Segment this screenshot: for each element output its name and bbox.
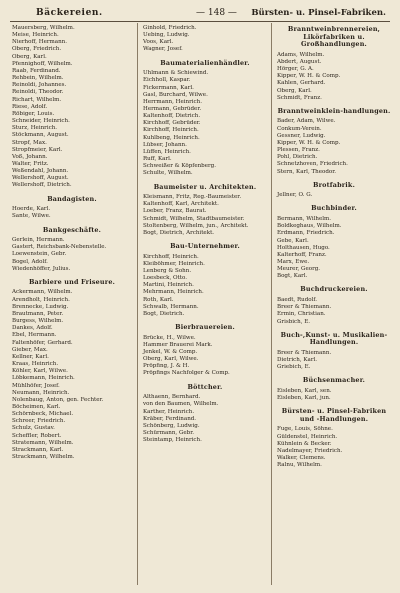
directory-entry: Schönberg, Ludwig.: [143, 422, 200, 429]
directory-entry: Arendholt, Heinrich.: [12, 296, 70, 303]
directory-entry: Kleiböhmer, Heinrich.: [143, 260, 205, 267]
directory-entry: Lenberg & Sohn.: [143, 268, 192, 274]
directory-entry: Oberg, Karl.: [12, 53, 47, 60]
directory-entry: Martini, Heinrich.: [143, 282, 194, 289]
directory-entry: Karther, Heinrich.: [143, 408, 195, 415]
directory-entry: Marx, Ewe.: [277, 259, 310, 265]
directory-entry: Lübser, Johann.: [143, 141, 187, 148]
directory-entry: Schweißer & Köpfenberg.: [143, 163, 216, 170]
directory-entry: Raab, Ferdinand.: [12, 67, 61, 74]
directory-entry: Güldenstel, Heinrich.: [277, 433, 338, 440]
directory-entry: Oberg, Karl.: [277, 87, 312, 94]
directory-entry: Uebing, Ludwig.: [143, 32, 190, 39]
directory-entry: Voos, Karl.: [143, 39, 174, 46]
directory-entry: Mehrmann, Heinrich.: [143, 289, 204, 296]
section-heading: Buchbinder.: [311, 204, 357, 213]
header-rule: [10, 21, 390, 22]
directory-entry: Gebe, Karl.: [277, 237, 309, 244]
directory-entry: Loesbeck, Otto.: [143, 275, 187, 282]
directory-entry: Gerlein, Hermann.: [12, 237, 65, 244]
section-heading: Böttcher.: [187, 382, 223, 391]
directory-entry: Bogt, Karl.: [277, 273, 308, 280]
directory-entry: Burgess, Wilhelm.: [12, 318, 64, 325]
directory-entry: Stropf, Max.: [12, 139, 47, 146]
directory-entry: Kipper, W. H. & Comp.: [277, 139, 341, 146]
directory-entry: Conkum-Verein.: [277, 125, 322, 132]
section-heading: Bürsten- u. Pinsel-Fabriken und -Handlungen.: [281, 407, 387, 423]
directory-entry: Kühnlein & Becker.: [277, 440, 332, 447]
directory-entry: Hörger, G. A.: [277, 66, 314, 73]
directory-entry: Bogel, Adolf.: [12, 258, 48, 265]
directory-entry: Meise, Heinrich.: [12, 32, 59, 39]
directory-entry: Abdert, August.: [277, 58, 322, 65]
directory-entry: Wellershoff, Dietrich.: [12, 182, 72, 189]
directory-entry: Bogt, Dietrich, Architekt.: [143, 229, 215, 236]
header-right-title: Bürsten- u. Pinsel-Fabriken.: [251, 8, 386, 18]
section-heading: Barbiere und Friseure.: [28, 277, 116, 286]
directory-entry: Ermin, Christian.: [277, 311, 326, 318]
directory-entry: Faltenhöfer, Gerhard.: [12, 339, 73, 346]
directory-entry: Reinoldi, Johannes.: [12, 82, 67, 89]
directory-entry: Ralnu, Wilhelm.: [277, 462, 322, 469]
directory-entry: Stern, Karl, Theodor.: [277, 168, 337, 175]
page-header: [10, 6, 390, 22]
directory-entry: Kellner, Karl.: [12, 353, 49, 360]
directory-entry: Pohl, Dietrich.: [277, 154, 318, 161]
directory-entry: Bogt, Dietrich.: [143, 310, 185, 317]
directory-entry: Baedt, Rudolf.: [277, 297, 318, 304]
directory-entry: Stratemann, Wilhelm.: [12, 439, 74, 446]
directory-entry: Roth, Karl.: [143, 296, 174, 303]
directory-entry: Loeber, Franz, Baurat.: [143, 208, 207, 215]
directory-entry: Strackmann, Wilhelm.: [12, 454, 75, 461]
directory-entry: Kirchhoff, Heinrich.: [143, 127, 199, 134]
column-right: [276, 25, 392, 587]
directory-entry: Eichholl, Kaspar.: [143, 77, 191, 84]
directory-entry: Voß, Johann.: [12, 153, 48, 160]
directory-entry: Kuhlbeng, Heinrich.: [143, 134, 200, 141]
section-heading: Branntweinbrennereien, Likörfabriken u. Großhandlungen.: [287, 25, 381, 49]
directory-entry: Hoerde, Karl.: [12, 206, 51, 213]
section-heading: Buch-,Kunst- u. Musikalien-Handlungen.: [280, 330, 388, 347]
directory-entry: Eisleben, Karl, sen.: [277, 387, 332, 394]
column-divider: [137, 23, 138, 585]
directory-entry: Rehbein, Wilhelm.: [12, 75, 64, 82]
directory-entry: Kraas, Heinrich.: [12, 361, 59, 368]
directory-entry: Reinoldi, Theodor.: [12, 89, 64, 96]
header-left-title: Bäckereien.: [36, 8, 103, 18]
section-heading: Büchsenmacher.: [302, 376, 366, 385]
directory-entry: Boldkeghaus, Wilhelm.: [277, 223, 342, 230]
directory-entry: Wagner, Josef.: [143, 46, 183, 53]
page-number: — 148 —: [196, 8, 237, 18]
directory-entry: Schmidt, Franz.: [277, 94, 322, 101]
directory-entry: Ginhold, Friedrich.: [143, 25, 197, 31]
directory-entry: Schmidt, Wilhelm, Stadtbaumeister.: [143, 215, 245, 222]
directory-entry: Ruff, Karl.: [143, 156, 172, 163]
directory-entry: Gasl, Burchard, Wilwe.: [143, 91, 208, 98]
directory-entry: Fuge, Louis, Söhne.: [277, 426, 333, 433]
directory-entry: Jenkel, W. & Comp.: [143, 349, 198, 355]
directory-entry: Kleismann, Fritz, Reg.-Baumeister.: [143, 194, 242, 201]
directory-entry: Kaltenhoff, Karl, Architekt.: [143, 201, 219, 208]
directory-entry: Wiedenhöffer, Julius.: [12, 265, 71, 272]
directory-entry: Steintamp, Heinrich.: [143, 437, 202, 444]
directory-entry: Breer & Thiemann.: [277, 304, 332, 311]
directory-entry: Pröpfing, J. & H.: [143, 363, 190, 370]
directory-entry: Schürmann, Gebr.: [143, 430, 195, 436]
section-heading: Bandagisten.: [47, 194, 97, 203]
directory-entry: Kirchhoff, Heinrich.: [143, 253, 199, 260]
directory-entry: Lüffen, Heinrich.: [143, 148, 191, 155]
directory-entry: Erdmann, Friedrich.: [277, 230, 335, 237]
directory-entry: Walker, Clemens.: [277, 455, 326, 462]
column-divider: [271, 23, 272, 585]
directory-entry: Riese, Adolf.: [12, 103, 48, 110]
directory-entry: Mühlhöfer, Josef.: [12, 382, 60, 389]
directory-entry: Stoltenberg, Wilhelm, jun., Architekt.: [143, 222, 249, 229]
directory-entry: Uhlmann & Schiewind.: [143, 70, 209, 77]
directory-entry: Kipper, W. H. & Comp.: [277, 73, 341, 80]
section-heading: Bankgeschäfte.: [42, 225, 102, 234]
directory-entry: Strackmann, Karl.: [12, 446, 64, 453]
directory-entry: Schnetzhoven, Friedrich.: [277, 161, 348, 168]
directory-entry: Stöckmann, August.: [12, 132, 69, 139]
directory-entry: von den Baumen, Wilhelm.: [143, 401, 219, 408]
directory-entry: Scheffler, Robert.: [12, 432, 62, 439]
directory-entry: Nadelmayer, Friedrich.: [277, 447, 343, 454]
directory-entry: Dietrich, Karl.: [277, 357, 318, 364]
directory-entry: Schwalb, Hermann.: [143, 303, 199, 310]
directory-entry: Oberg, Karl, Wilwe.: [143, 356, 199, 363]
directory-entry: Eisleben, Karl, jun.: [277, 395, 331, 402]
directory-entry: Fickermann, Karl.: [143, 84, 194, 91]
directory-entry: Richart, Wilhelm.: [12, 96, 62, 103]
directory-entry: Oberg, Friedrich.: [12, 46, 62, 53]
directory-entry: Nierhoff, Hermann.: [12, 39, 67, 46]
section-heading: Branntweinklein-handlungen.: [277, 106, 391, 115]
directory-entry: Nolenbaug, Anton, gen. Fechter.: [12, 396, 104, 403]
directory-entry: Griebich, E.: [277, 364, 311, 371]
directory-entry: Adams, Wilhelm.: [277, 51, 325, 58]
directory-entry: Schulz, Gustav.: [12, 425, 55, 432]
directory-entry: Sante, Wilwe.: [12, 213, 51, 220]
directory-entry: Bader, Adam, Wilwe.: [277, 118, 336, 125]
directory-entry: Pröpfings Nachfolger & Comp.: [143, 370, 230, 377]
section-heading: Baumeister u. Architekten.: [153, 182, 257, 191]
directory-entry: Mauersberg, Wilhelm.: [12, 25, 75, 31]
directory-entry: Wellershoff, August.: [12, 175, 69, 182]
section-heading: Brotfabrik.: [313, 180, 355, 189]
directory-entry: Kräber, Ferdinand.: [143, 415, 197, 422]
directory-entry: Weßendahl, Johann.: [12, 168, 69, 175]
section-heading: Bierbrauereien.: [175, 323, 235, 332]
directory-entry: Gessner, Ludwig.: [277, 132, 326, 139]
directory-entry: Jellner, O. G.: [277, 192, 313, 199]
section-heading: Bau-Unternehmer.: [170, 242, 240, 251]
directory-entry: Brennecke, Ludwig.: [12, 303, 69, 310]
directory-entry: Stropfmeier, Karl.: [12, 146, 63, 153]
directory-entry: Ackermann, Wilhelm.: [12, 289, 73, 296]
directory-entry: Breer & Thiemann.: [277, 349, 332, 356]
directory-entry: Schreer, Friedrich.: [12, 418, 66, 425]
directory-entry: Pfennighoff, Wilhelm.: [12, 60, 73, 67]
directory-entry: Holthausen, Hugo.: [277, 244, 330, 251]
directory-entry: Hammer Brauerei Mark.: [143, 341, 213, 348]
directory-entry: Neumann, Heinrich.: [12, 389, 70, 396]
directory-entry: Röbiger, Louis.: [12, 110, 55, 117]
directory-entry: Loewenstein, Gebr.: [12, 251, 67, 258]
column-middle: [142, 25, 268, 587]
directory-entry: Sturz, Heinrich.: [12, 125, 58, 132]
directory-entry: Kirchhoff, Gebrüder.: [143, 120, 201, 127]
directory-entry: Gastert, Reichsbank-Nebenstelle.: [12, 244, 107, 251]
directory-entry: Schneider, Heinrich.: [12, 118, 70, 125]
directory-entry: Ebel, Hermann.: [12, 332, 57, 339]
directory-entry: Brautmann, Peter.: [12, 310, 64, 317]
column-left: [11, 25, 133, 587]
directory-entry: Kalterhoff, Franz.: [277, 251, 327, 258]
directory-entry: Althaenn, Bernhard.: [143, 394, 201, 401]
directory-entry: Bermann, Wilhelm.: [277, 216, 332, 223]
directory-entry: Hermann, Gebrüder.: [143, 106, 202, 112]
directory-entry: Plessen, Franz.: [277, 147, 320, 154]
directory-entry: Gieber, Max.: [12, 346, 48, 353]
directory-entry: Meurer, Georg.: [277, 266, 321, 273]
section-heading: Buchdruckereien.: [300, 285, 368, 294]
directory-entry: Brücke, H., Wilwe.: [143, 334, 196, 341]
directory-entry: Köhler, Karl, Wilwe.: [12, 368, 68, 375]
directory-entry: Schörnbeck, Michael.: [12, 411, 74, 418]
directory-entry: Löbkemann, Heinrich.: [12, 375, 75, 382]
directory-entry: Grisbich, E.: [277, 318, 311, 325]
directory-entry: Böcheimen, Karl.: [12, 403, 61, 410]
directory-entry: Schulte, Wilhelm.: [143, 170, 193, 177]
directory-entry: Kaltenhoff, Dietrich.: [143, 113, 201, 120]
directory-entry: Kahlen, Gerhard.: [277, 80, 326, 87]
directory-entry: Walter, Fritz.: [12, 160, 49, 167]
directory-entry: Herrmann, Heinrich.: [143, 98, 202, 105]
section-heading: Baumaterialienhändler.: [160, 58, 250, 67]
directory-entry: Dankes, Adolf.: [12, 325, 53, 332]
